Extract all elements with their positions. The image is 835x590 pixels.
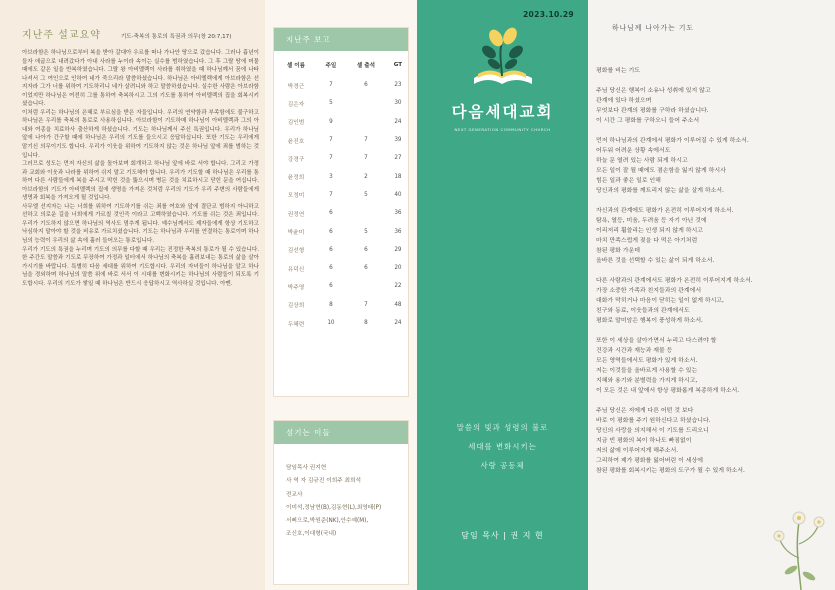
prayer-line: 지혜와 용기와 분별력을 가지게 하시고, <box>596 377 698 384</box>
table-row <box>274 76 408 94</box>
prayer-stanza <box>596 66 831 76</box>
prayer-line: 마치 만족스럽게 젖을 다 먹은 아기처럼 <box>596 237 698 244</box>
prayer-line: 모든 일이 잘 될 때에도 겸손함을 잃지 않게 하시사 <box>596 167 726 174</box>
prayer-line: 당신과의 평화를 깨트리지 않는 삶을 살게 하소서. <box>596 187 724 194</box>
attendance-rows <box>274 76 408 332</box>
table-row <box>274 131 408 149</box>
cell-gt: 30 <box>394 100 402 107</box>
sermon-title: 지난주 설교요약 <box>22 30 101 41</box>
table-row <box>274 149 408 167</box>
cell-name: 강경구 <box>287 156 305 163</box>
church-motto <box>417 418 588 475</box>
staff-title: 섬기는 이들 <box>274 421 408 444</box>
table-header-row <box>274 61 408 76</box>
prayer-line: 탐욕, 열등, 미움, 두려움 등 자기 아닌 것에 <box>596 217 707 224</box>
cell-cell: 6 <box>364 246 368 253</box>
cell-cell: 6 <box>364 82 368 89</box>
cell-gt: 40 <box>394 191 402 198</box>
cell-sunday: 3 <box>329 173 333 180</box>
prayer-line: 관계에 있다 하셨으며 <box>596 97 652 104</box>
church-logo-icon <box>466 22 540 96</box>
prayer-line: 저의 삶에 이루어지게 해주소서. <box>596 447 679 454</box>
cell-cell: 7 <box>364 155 368 162</box>
cell-name: 김선형 <box>287 248 305 255</box>
prayer-line: 먼저 하나님과의 관계에서 평화가 이루어질 수 있게 하소서. <box>596 137 749 144</box>
prayer-line: 참된 평화를 회복시키는 평화의 도구가 될 수 있게 하소서. <box>596 467 745 474</box>
prayer-line: 친구와 동료, 이웃들과의 관계에서도 <box>596 307 690 314</box>
prayer-line: 하늘 문 열려 있는 사람 되게 하시고 <box>596 157 688 164</box>
staff-line: 담임목사 권지현 <box>286 465 327 471</box>
sermon-panel <box>0 0 265 590</box>
staff-card <box>273 420 409 585</box>
prayer-line: 지금 빈 평화의 복이 하나도 빠짐없이 <box>596 437 692 444</box>
prayer-stanza <box>596 206 831 266</box>
column-header: 셀 이름 <box>286 63 306 69</box>
cell-name: 박주영 <box>287 284 305 291</box>
attendance-card <box>273 27 409 397</box>
cell-name: 김상희 <box>287 303 305 310</box>
bulletin-date: 2023.10.29 <box>522 10 574 19</box>
cell-gt: 36 <box>394 210 402 217</box>
cell-sunday: 5 <box>329 100 333 107</box>
column-header: 셀 출석 <box>356 63 376 69</box>
table-row <box>274 167 408 185</box>
sermon-paragraph: 사무엘 선지자는 나는 너희를 위하여 기도하기를 쉬는 죄를 여호와 앞에 결단코 범하지 아니하고 선하고 의로운 길을 너희에게 가르칠 것인즉 이라고 고백하였습니다. 기도를 쉬는 것은 죄입니다. 우리가 기도하지 않으면 하나님의 역사도 멈추게 됩니다. 예수님께서도 제자들에게 항상 기도하고 낙심하지 말아야 할 것을 비유로 가르치셨습니다. 기도는 하나님과 우리를 연결하는 통로이며 하나님의 능력이 우리의 삶 속에 흘러 들어오는 통로입니다. <box>22 203 259 245</box>
sermon-paragraph: 우리가 기도의 특권을 누리며 기도의 의무를 다할 때 우리는 진정한 축복의 통로가 될 수 있습니다. 한 주간도 말씀과 기도로 무장하여 가정과 일터에서 하나님의 축복을 흘려보내는 통로의 삶을 살아가시기를 바랍니다. 특별히 다음 세대를 위하여 기도합시다. 우리의 자녀들이 하나님을 알고 하나님을 경외하며 하나님의 말씀 위에 바로 서서 이 시대를 변화시키는 하나님의 사람들이 되도록 기도합시다. 우리의 기도가 쌓일 때 하나님은 반드시 응답하시고 역사하실 것입니다. 아멘. <box>22 246 259 287</box>
prayer-line: 이리저리 휩쓸리는 인생 되지 않게 하시고 <box>596 227 703 234</box>
attendance-table <box>274 61 408 332</box>
church-name-english: NEXT GENERATION COMMUNITY CHURCH <box>454 127 551 132</box>
cell-gt: 36 <box>394 228 402 235</box>
prayer-line: 건강과 시간과 재능과 재물 등 <box>596 347 673 354</box>
prayer-line: 참된 평화 가운데 <box>596 247 640 254</box>
prayer-line: 그리하여 제가 평화를 잃어버린 이 세상에 <box>596 457 703 464</box>
cell-cell <box>344 277 388 295</box>
cover-panel <box>417 0 588 590</box>
motto-line: 말씀의 빛과 성령의 불로 <box>456 423 549 432</box>
prayer-body <box>596 66 831 486</box>
cell-gt: 18 <box>394 173 402 180</box>
prayer-line: 가장 소중한 가족과 친지들과의 관계에서 <box>596 287 702 294</box>
table-row <box>274 113 408 131</box>
cell-sunday: 7 <box>329 82 333 89</box>
staff-line: 사 역 자 김규진 이희주 최희석 <box>286 478 361 485</box>
prayer-line: 모든 영역들에서도 평화가 있게 하소서. <box>596 357 698 364</box>
cell-cell: 5 <box>364 228 368 235</box>
prayer-line: 바로 이 평화를 주기 원하신다고 하셨습니다. <box>596 417 711 424</box>
sermon-paragraph: 아브라함은 하나님으로부터 복을 받아 갈대아 우르를 떠나 가나안 땅으로 갔습니다. 그러나 흉년이 들자 애굽으로 내려갔다가 아내 사라를 누이라 속이는 실수를 범하였습니다. 그 후 그랄 땅에 머물 때에도 같은 일을 반복하였습니다. 그랄 왕 아비멜렉이 사라를 취하였을 때 하나님께서 꿈에 나타나셔서 그 여인으로 인하여 네가 죽으리라 말씀하셨습니다. 하나님은 아비멜렉에게 아브라함은 선지자라 그가 너를 위하여 기도하리니 네가 살려니와 하고 말씀하셨습니다. 실수한 사람은 아브라함이었지만 하나님은 여전히 그를 통하여 축복하시고 그의 기도를 통하여 아비멜렉의 집을 회복시키셨습니다. <box>22 50 259 108</box>
staff-line: 서삐으로,박원준(NK),안수예(M), <box>286 518 369 525</box>
church-name: 다음세대교회 <box>451 103 554 121</box>
attendance-title: 지난주 보고 <box>274 28 408 51</box>
cell-name: 두혜련 <box>287 321 305 328</box>
cell-gt: 29 <box>394 246 402 253</box>
senior-pastor: 담임 목사 | 권 지 현 <box>461 531 544 540</box>
prayer-line: 주님 당신은 행복이 소유나 성취에 있지 않고 <box>596 87 711 94</box>
sermon-paragraph: 그러므로 성도는 먼저 자신의 삶을 돌아보며 회개하고 하나님 앞에 바로 서야 합니다. 그리고 가정과 교회와 이웃과 나라를 위하여 쉬지 말고 기도해야 합니다. 우리가 기도할 때 하나님은 우리를 통하여 다른 사람들에게 복을 주시고 막힌 것을 뚫으시며 병든 것을 치료하시고 닫힌 문을 여십니다. 아브라함의 기도가 아비멜렉의 집에 생명을 가져온 것처럼 우리의 기도가 우리 주변의 사람들에게 생명과 회복을 가져오게 될 것입니다. <box>22 161 259 202</box>
sermon-paragraph: 이처럼 우리는 하나님의 은혜로 부르심을 받은 자들입니다. 우리의 연약함과 부족함에도 불구하고 하나님은 우리를 축복의 통로로 사용하십니다. 아브라함이 기도하매 하나님이 아비멜렉과 그의 아내와 여종을 치료하사 출산하게 하셨습니다. 기도는 하나님께서 주신 특권입니다. 우리가 하나님 앞에 나아가 간구할 때에 하나님은 우리의 기도를 들으시고 응답하십니다. 또한 기도는 우리에게 맡기신 의무이기도 합니다. 우리가 이웃을 위하여 기도하지 않는 것은 하나님 앞에 죄를 범하는 것입니다. <box>22 109 259 159</box>
table-row <box>274 296 408 314</box>
table-row <box>274 222 408 240</box>
cell-sunday: 6 <box>329 210 333 217</box>
cell-gt: 24 <box>394 320 402 326</box>
prayer-line: 올바른 것을 선택할 수 있는 삶이 되게 하소서. <box>596 257 715 264</box>
column-header: GT <box>393 62 403 68</box>
table-row <box>274 314 408 332</box>
cell-sunday: 7 <box>329 137 333 144</box>
cell-sunday: 6 <box>329 246 333 253</box>
table-row <box>274 259 408 277</box>
cell-name: 권정연 <box>287 211 305 218</box>
cell-sunday: 6 <box>329 283 333 290</box>
cell-cell: 7 <box>364 137 368 144</box>
prayer-stanza <box>596 336 831 396</box>
cell-name: 모정미 <box>287 193 305 200</box>
prayer-line: 무엇보다 관계의 평화를 구하라 하셨습니다. <box>596 107 709 114</box>
report-panel <box>265 0 417 590</box>
cell-sunday: 7 <box>329 155 333 162</box>
staff-line: 조신호,이대형(국내) <box>286 531 337 538</box>
staff-list <box>274 444 408 542</box>
prayer-line: 주님 당신은 저에게 다른 어떤 것 보다 <box>596 407 694 414</box>
prayer-title: 하나님께 나아가는 기도 <box>612 24 694 32</box>
column-header: 주일 <box>325 63 337 69</box>
cell-gt: 24 <box>394 118 402 125</box>
sermon-subtitle: 기도-축복의 통로의 특권과 의무(창 20:7,17) <box>120 34 232 40</box>
flower-decoration-icon <box>765 478 835 590</box>
cell-gt: 48 <box>394 301 402 308</box>
cell-name: 윤진호 <box>287 138 305 145</box>
table-row <box>274 241 408 259</box>
cell-cell: 8 <box>364 320 368 326</box>
prayer-line: 다른 사람과의 관계에서도 평화가 온전히 이루어지게 하소서. <box>596 277 753 284</box>
cell-cell <box>344 113 388 131</box>
prayer-line: 자신과의 관계에도 평화가 온전히 이루어지게 하소서. <box>596 207 734 214</box>
prayer-stanza <box>596 136 831 196</box>
prayer-line: 힘든 일과 좋은 일로 인해 <box>596 177 661 184</box>
prayer-line: 평화로 말미암은 행복이 풍성하게 하소서. <box>596 317 703 324</box>
prayer-line: 어두워 어려운 상황 속에서도 <box>596 147 671 154</box>
sermon-body <box>22 49 259 288</box>
sermon-header <box>22 26 259 41</box>
cell-cell: 6 <box>364 265 368 272</box>
cell-sunday: 6 <box>329 265 333 272</box>
prayer-line: 당신의 사랑을 의지해서 이 기도를 드리오니 <box>596 427 709 434</box>
cell-name: 김은자 <box>287 101 305 108</box>
cell-name: 윤정희 <box>287 175 305 182</box>
motto-line: 사랑 공동체 <box>480 461 525 470</box>
cell-sunday: 8 <box>329 301 333 308</box>
prayer-stanza <box>596 276 831 326</box>
prayer-line: 저는 이것들을 올바르게 사용할 수 있는 <box>596 367 698 374</box>
cell-name: 박경근 <box>287 83 305 90</box>
cell-gt: 22 <box>394 283 402 290</box>
cell-gt: 20 <box>394 265 402 272</box>
table-row <box>274 277 408 295</box>
prayer-line: 대화가 막히거나 마음이 닫히는 일이 없게 하시고, <box>596 297 724 304</box>
cell-cell: 7 <box>364 301 368 308</box>
cell-gt: 23 <box>394 82 402 89</box>
cell-sunday: 9 <box>329 118 333 125</box>
cell-name: 박윤미 <box>287 230 305 237</box>
cell-sunday: 10 <box>327 320 335 326</box>
cell-cell <box>344 94 388 112</box>
cell-cell <box>344 204 388 222</box>
prayer-line: 이 모든 것은 내 앞에서 항상 평화롭게 복종하게 하소서. <box>596 387 740 394</box>
prayer-stanza <box>596 406 831 476</box>
motto-line: 세대를 변화시키는 <box>468 442 537 451</box>
staff-line: 전교사 <box>286 491 303 498</box>
cell-gt: 39 <box>394 137 402 144</box>
cell-sunday: 6 <box>329 228 333 235</box>
table-row <box>274 204 408 222</box>
cell-name: 김인범 <box>287 120 305 127</box>
cell-cell: 5 <box>364 191 368 198</box>
table-row <box>274 94 408 112</box>
cell-sunday: 7 <box>329 191 333 198</box>
prayer-line: 또한 이 세상을 살아가면서 누리고 다스려야 할 <box>596 337 717 344</box>
prayer-line: 평화를 비는 기도 <box>596 67 640 74</box>
staff-line: 이미석,정남현(B),김동현(L),최영태(P) <box>286 504 382 511</box>
table-row <box>274 186 408 204</box>
prayer-line: 이 시간 그 평화를 구하오니 들어 주소서 <box>596 117 700 124</box>
cell-gt: 27 <box>394 155 402 162</box>
cell-cell: 2 <box>364 173 368 180</box>
cell-name: 유덕신 <box>287 266 305 273</box>
prayer-stanza <box>596 86 831 126</box>
